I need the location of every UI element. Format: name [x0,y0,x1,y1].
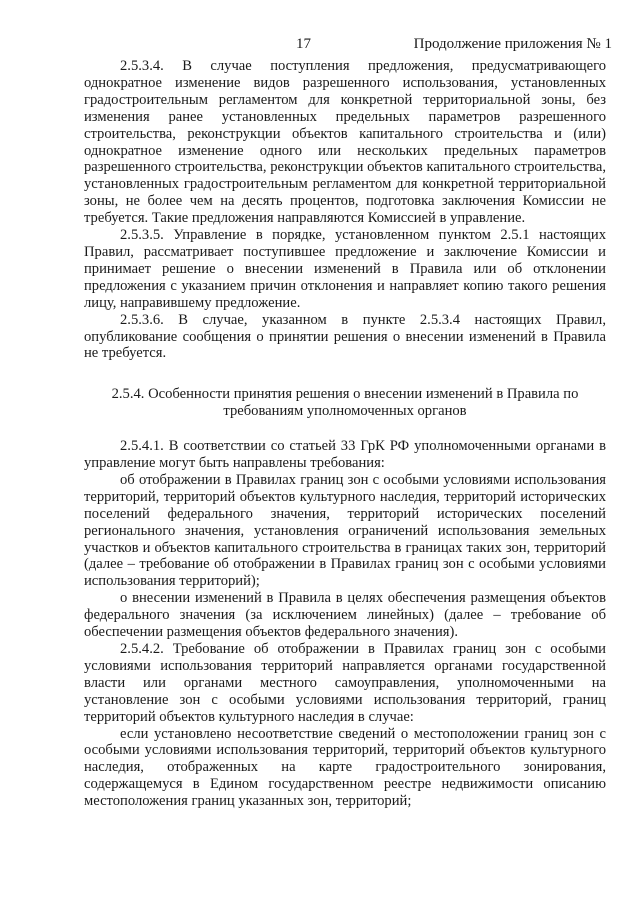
list-item-zone-boundaries-requirement: об отображении в Правилах границ зон с особыми условиями использования территорий, территорий объектов культурного наследия, территорий исторических поселений федерального значения, территорий исторических поселений регионального значения, установления ограничений использования земельных участков и объектов капитального строительства в границах таких зон, территорий (далее – требование об отображении в Правилах границ зон с особыми условиями использования территорий); [84,471,606,590]
list-item-federal-objects-requirement: о внесении изменений в Правила в целях обеспечения размещения объектов федерального значения (за исключением линейных) (далее – требование об обеспечении размещения объектов федерального значения). [84,590,606,641]
list-item-mismatch-case: если установлено несоответствие сведений о местоположении границ зон с особыми условиями использования территорий, территорий объектов культурного наследия, отображенных на карте градостроительного зонирования, содержащемуся в Едином государственном реестре недвижимости описанию местоположения границ указанных зон, территорий; [84,725,606,810]
page-header [0,36,640,58]
document-body [84,58,606,810]
appendix-label: Продолжение приложения № 1 [413,36,612,52]
paragraph-2-5-3-6: 2.5.3.6. В случае, указанном в пункте 2.5.3.4 настоящих Правил, опубликование сообщения о принятии решения о внесении изменений в Правила не требуется. [84,311,606,362]
paragraph-2-5-3-4: 2.5.3.4. В случае поступления предложения, предусматривающего однократное изменение видов разрешенного использования, установленных градостроительным регламентом для конкретной территориальной зоны, без изменения ранее установленных предельных параметров разрешенного строительства, реконструкции объектов капитального строительства и (или) однократное изменение одного или нескольких предельных параметров разрешенного строительства, реконструкции объектов капитального строительства, установленных градостроительным регламентом для конкретной территориальной зоны, не более чем на десять процентов, подготовка заключения Комиссии не требуется. Такие предложения направляются Комиссией в управление. [84,58,606,227]
paragraph-2-5-3-5: 2.5.3.5. Управление в порядке, установленном пунктом 2.5.1 настоящих Правил, рассматривает поступившее предложение и заключение Комиссии и принимает решение о внесении изменений в Правила или об отклонении предложения с указанием причин отклонения и направляет копию такого решения лицу, направившему предложение. [84,227,606,311]
paragraph-2-5-4-1: 2.5.4.1. В соответствии со статьей 33 ГрК РФ уполномоченными органами в управление могут быть направлены требования: [84,438,606,472]
section-title-2-5-4: 2.5.4. Особенности принятия решения о внесении изменений в Правила по требованиям уполномоченных органов [111,386,579,420]
page-number: 17 [296,36,311,52]
paragraph-2-5-4-2: 2.5.4.2. Требование об отображении в Правилах границ зон с особыми условиями использования территорий направляется органами государственной власти или органами местного самоуправления, уполномоченными на установление зон с особыми условиями использования территорий, границ территорий объектов культурного наследия в случае: [84,641,606,725]
